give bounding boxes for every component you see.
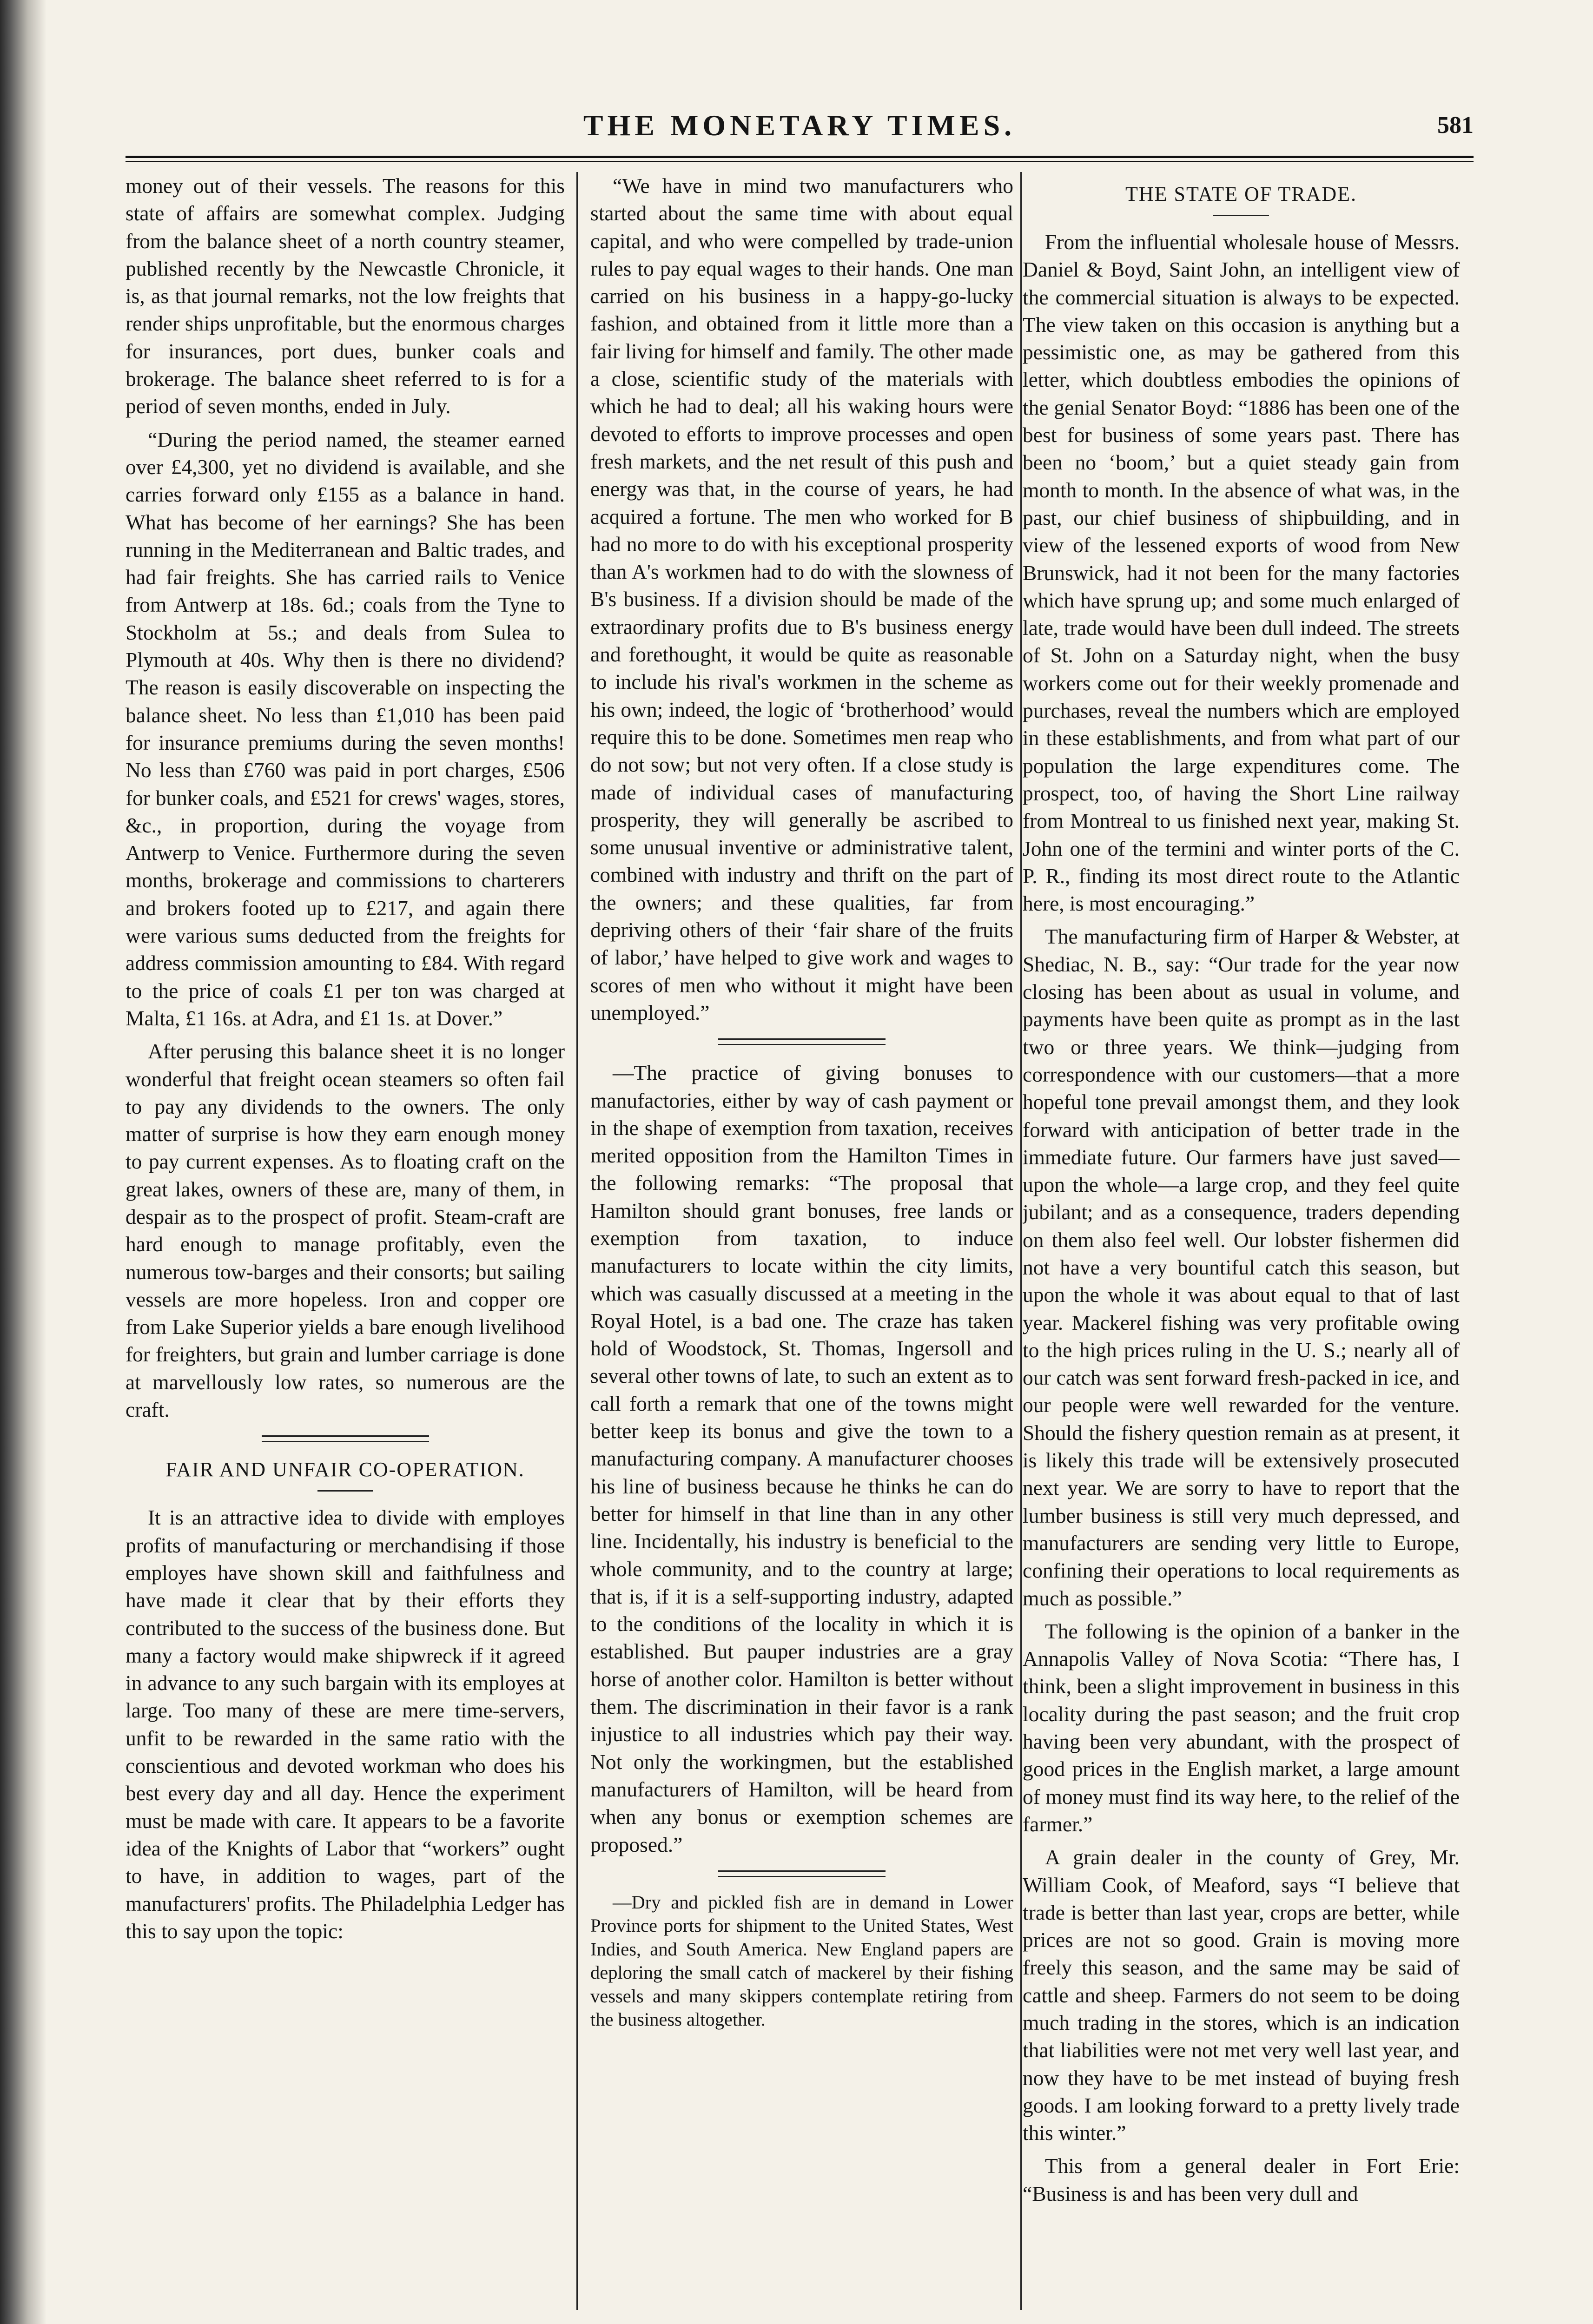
column-3 [1023, 172, 1460, 2310]
section-rule [718, 1038, 886, 1045]
column-divider [1020, 172, 1022, 2310]
page-binding-edge [0, 0, 46, 2324]
article-paragraph: The following is the opinion of a banker in the Annapolis Valley of Nova Scotia: “There has, I think, been a slight improvement in business in this locality during the past season; and the fruit crop having been very abundant, with the prospect of good prices in the English market, a large amount of money must find its way here, to the relief of the farmer.” [1023, 1619, 1460, 1836]
page-number: 581 [1437, 112, 1474, 139]
article-heading: FAIR AND UNFAIR CO-OPERATION. [165, 1458, 525, 1481]
article-paragraph: —The practice of giving bonuses to manufactories, either by way of cash payment or in the shape of exemption from taxation, receives merited opposition from the Hamilton Times in the following remarks: “The proposal that Hamilton should grant bonuses, free lands or exemption from taxation, to induce manufacturers to locate within the city limits, which was casually discussed at a meeting in the Royal Hotel, is a bad one. The craze has taken hold of Woodstock, St. Thomas, Ingersoll and several other towns of late, to such an extent as to call forth a remark that one of the towns might better keep its bonus and give the town to a manufacturing company. A manufacturer chooses his line of business because he thinks he can do better for himself in that line than in any other line. Incidentally, his industry is beneficial to the whole community, and to the country at large; that is, if it is a self-supporting industry, adapted to the conditions of the locality in which it is established. But pauper industries are a gray horse of another color. Hamilton is better without them. The discrimination in their favor is a rank injustice to all industries which pay their way. Not only the workingmen, but the established manufacturers of Hamilton, will be heard from when any bonus or exemption schemes are proposed.” [590, 1061, 1013, 1856]
masthead: THE MONETARY TIMES. [583, 109, 1016, 142]
article-paragraph: A grain dealer in the county of Grey, Mr. William Cook, of Meaford, says “I believe that trade is better than last year, crops are better, while prices are not so good. Grain is moving more freely this season, and the same may be said of cattle and sheep. Farmers do not seem to be doing much trading in the stores, which is an indication that liabilities were not met very well last year, and now they have to be met instead of buying fresh goods. I am looking forward to a pretty lively trade this winter.” [1023, 1845, 1460, 2145]
article-heading: THE STATE OF TRADE. [1125, 183, 1357, 205]
article-paragraph: It is an attractive idea to divide with employes profits of manufacturing or merchandising if those employes have shown skill and faithfulness and have made it clear that by their efforts they contributed to the success of the business done. But many a factory would make shipwreck if it agreed in advance to any such bargain with its employes at large. Too many of these are mere time-servers, unfit to be rewarded in the same ratio with the conscientious and devoted workman who does his best every day and all day. Hence the experiment must be made with care. It appears to be a favorite idea of the Knights of Labor that “workers” ought to have, in addition to wages, part of the manufacturers' profits. The Philadelphia Ledger has this to say upon the topic: [126, 1505, 565, 1943]
section-rule [262, 1435, 429, 1442]
column-1 [126, 172, 565, 2310]
section-rule [718, 1870, 886, 1877]
header-rule [126, 156, 1474, 162]
news-item: —Dry and pickled fish are in demand in Lower Province ports for shipment to the United States, West Indies, and South America. New England papers are deploring the small catch of mackerel by their fishing vessels and many skippers contemplate retiring from the business altogether. [590, 1891, 1013, 2030]
column-divider [576, 172, 578, 2310]
article-paragraph: money out of their vessels. The reasons for this state of affairs are somewhat complex. Judging from the balance sheet of a north country steamer, published recently by the Newcastle Chronicle, it is, as that journal remarks, not the low freights that render ships unprofitable, but the enormous charges for insurances, port dues, bunker coals and brokerage. The balance sheet referred to is for a period of seven months, ended in July. [126, 174, 565, 418]
page-header [126, 100, 1474, 151]
article-quote: “We have in mind two manufacturers who started about the same time with about equal capital, and who were compelled by trade-union rules to pay equal wages to their hands. One man carried on his business in a happy-go-lucky fashion, and obtained from it little more than a fair living for himself and family. The other made a close, scientific study of the materials with which he had to deal; all his waking hours were devoted to efforts to improve processes and open fresh markets, and the net result of this push and energy was that, in the course of years, he had acquired a fortune. The men who worked for B had no more to do with his exceptional prosperity than A's workmen had to do with the slowness of B's business. If a division should be made of the extraordinary profits due to B's business energy and forethought, it would be quite as reasonable to include his rival's workmen in the scheme as his own; indeed, the logic of ‘brotherhood’ would require this to be done. Sometimes men reap who do not sow; but not very often. If a close study is made of individual cases of manufacturing prosperity, they will generally be ascribed to some unusual inventive or administrative talent, combined with industry and thrift on the part of the owners; and these qualities, far from depriving others of their ‘fair share of the fruits of labor,’ have helped to give work and wages to scores of men who without it might have been unemployed.” [590, 174, 1013, 1024]
article-paragraph: From the influential wholesale house of Messrs. Daniel & Boyd, Saint John, an intelligent view of the commercial situation is always to be expected. The view taken on this occasion is anything but a pessimistic one, as may be gathered from this letter, which doubtless embodies the opinions of the genial Senator Boyd: “1886 has been one of the best for business of some years past. There has been no ‘boom,’ but a quiet steady gain from month to month. In the absence of what was, in the past, our chief business of shipbuilding, and in view of the lessened exports of wood from New Brunswick, had it not been for the many factories which have sprung up; and some much enlarged of late, trade would have been dull indeed. The streets of St. John on a Saturday night, when the busy workers come out for their weekly promenade and purchases, reveal the numbers which are employed in these establishments, and from what part of our population the large expenditures come. The prospect, too, of having the Short Line railway from Montreal to us finished next year, making St. John one of the termini and winter ports of the C. P. R., finding its most direct route to the Atlantic here, is most encouraging.” [1023, 230, 1460, 916]
heading-rule [317, 1490, 373, 1492]
column-2 [590, 172, 1013, 2310]
article-paragraph: This from a general dealer in Fort Erie: “Business is and has been very dull and [1023, 2154, 1460, 2205]
article-paragraph: The manufacturing firm of Harper & Webster, at Shediac, N. B., say: “Our trade for the year now closing has been about as usual in volume, and payments have been quite as prompt as in the last two or three years. We think—judging from correspondence with our customers—that a more hopeful tone prevail amongst them, and they look forward with anticipation of better trade in the immediate future. Our farmers have just saved—upon the whole—a large crop, and they feel quite jubilant; and as a consequence, traders depending on them also feel well. Our lobster fishermen did not have a very bountiful catch this season, but upon the whole it was about equal to that of last year. Mackerel fishing was very profitable owing to the high prices ruling in the U. S.; nearly all of our catch was sent forward fresh-packed in ice, and our people were well rewarded for the venture. Should the fishery question remain as at present, it is likely this trade will be extensively prosecuted next year. We are sorry to have to report that the lumber business is still very much depressed, and manufacturers are sending very little to Europe, confining their operations to local requirements as much as possible.” [1023, 924, 1460, 1610]
article-paragraph: After perusing this balance sheet it is no longer wonderful that freight ocean steamers so often fail to pay any dividends to the owners. The only matter of surprise is how they earn enough money to pay current expenses. As to floating craft on the great lakes, owners of these are, many of them, in despair as to the prospect of profit. Steam-craft are hard enough to manage profitably, even the numerous tow-barges and their consorts; but sailing vessels are more hopeless. Iron and copper ore from Lake Superior yields a bare enough livelihood for freighters, but grain and lumber carriage is done at marvellously low rates, so numerous are the craft. [126, 1039, 565, 1422]
article-quote: “During the period named, the steamer earned over £4,300, yet no dividend is available, and she carries forward only £155 as a balance in hand. What has become of her earnings? She has been running in the Mediterranean and Baltic trades, and had fair freights. She has carried rails to Venice from Antwerp at 18s. 6d.; coals from the Tyne to Stockholm at 5s.; and deals from Sulea to Plymouth at 40s. Why then is there no dividend? The reason is easily discoverable on inspecting the balance sheet. No less than £1,010 has been paid for insurance premiums during the seven months! No less than £760 was paid in port charges, £506 for bunker coals, and £521 for crews' wages, stores, &c., in proportion, during the voyage from Antwerp to Venice. Furthermore during the seven months, brokerage and commissions to charterers and brokers footed up to £217, and again there were various sums deducted from the freights for address commission amounting to £84. With regard to the price of coals £1 per ton was charged at Malta, £1 16s. at Adra, and £1 1s. at Dover.” [126, 427, 565, 1030]
heading-rule [1213, 215, 1269, 216]
